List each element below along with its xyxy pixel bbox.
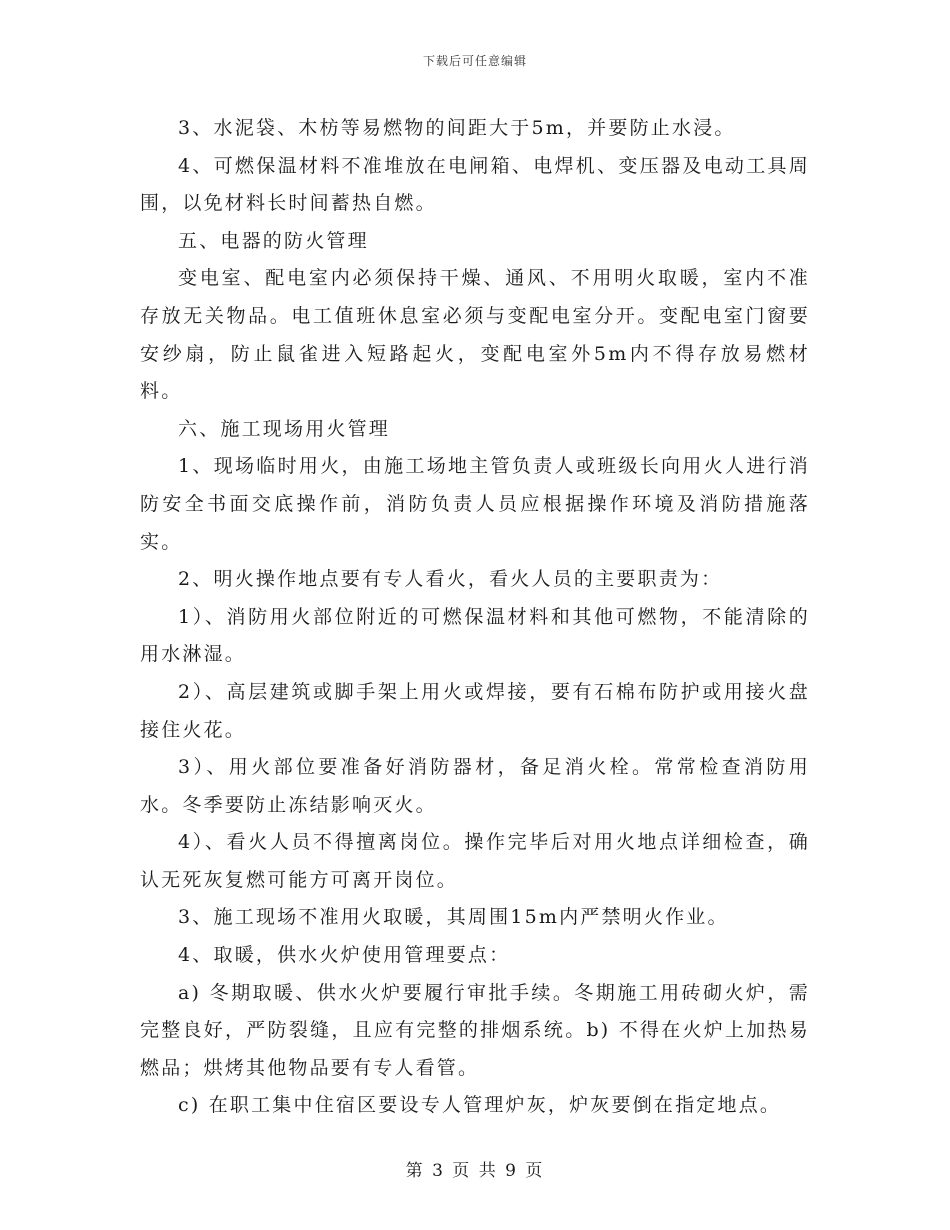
paragraph: 变电室、配电室内必须保持干燥、通风、不用明火取暖，室内不准存放无关物品。电工值班休息室必须与变配电室分开。变配电室门窗要安纱扇，防止鼠雀进入短路起火，变配电室外5m内不得存放易燃材料。 [140,267,810,403]
paragraph: c) 在职工集中住宿区要设专人管理炉灰，炉灰要倒在指定地点。 [178,1094,782,1117]
paragraph: a) 冬期取暖、供水火炉要履行审批手续。冬期施工用砖砌火炉，需完整良好，严防裂缝，且应有完整的排烟系统。b) 不得在火炉上加热易燃品；烘烤其他物品要有专人看管。 [140,981,810,1079]
page-number: 第 3 页 共 9 页 [405,1161,545,1181]
paragraph: 2）、高层建筑或脚手架上用火或焊接，要有石棉布防护或用接火盘接住火花。 [140,680,810,741]
paragraph: 3、施工现场不准用火取暖，其周围15m内严禁明火作业。 [178,906,729,929]
paragraph: 1）、消防用火部位附近的可燃保温材料和其他可燃物，不能清除的用水淋湿。 [140,605,810,666]
paragraph: 2、明火操作地点要有专人看火，看火人员的主要职责为： [178,568,723,591]
paragraph: 4、取暖，供水火炉使用管理要点： [178,944,511,967]
paragraph: 3、水泥袋、木枋等易燃物的间距大于5m，并要防止水浸。 [178,117,736,139]
paragraph: 3）、用火部位要准备好消防器材，备足消火栓。常常检查消防用水。冬季要防止冻结影响灭火。 [140,756,810,816]
page-header: 下载后可任意编辑 [422,54,527,68]
section-heading: 五、电器的防火管理 [178,229,369,252]
section-heading: 六、施工现场用火管理 [178,417,391,440]
document-body [140,110,810,1125]
paragraph: 4）、看火人员不得擅离岗位。操作完毕后对用火地点详细检查，确认无死灰复燃可能方可离开岗位。 [140,831,810,891]
paragraph: 1、现场临时用火，由施工场地主管负责人或班级长向用火人进行消防安全书面交底操作前，消防负责人员应根据操作环境及消防措施落实。 [140,455,810,553]
paragraph: 4、可燃保温材料不准堆放在电闸箱、电焊机、变压器及电动工具周围，以免材料长时间蓄热自燃。 [140,154,810,215]
